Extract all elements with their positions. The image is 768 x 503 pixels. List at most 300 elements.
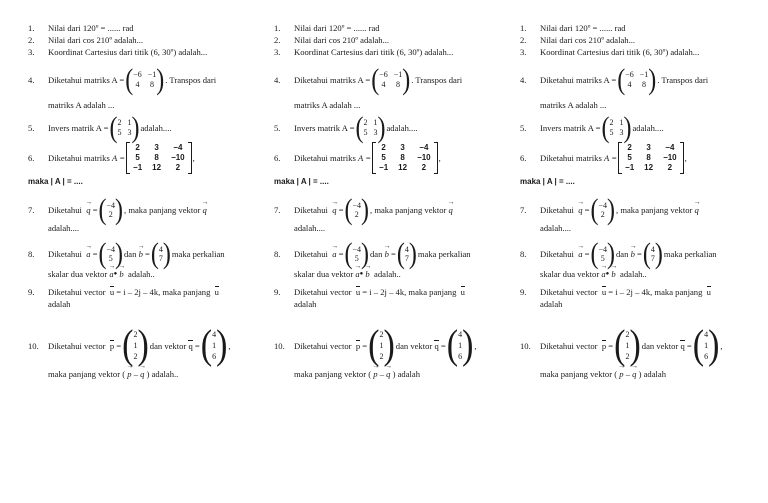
matrix-cell: 5 <box>381 153 386 162</box>
q-number: 4. <box>28 74 35 85</box>
vector-q-symbol: → q <box>332 206 336 215</box>
q7-text: Diketahui <box>48 204 82 215</box>
matrix-cell: 2 <box>381 143 386 152</box>
matrix-cell: −1 <box>625 163 635 172</box>
vector-cell: 2 <box>379 330 384 339</box>
question-10-line2 <box>540 370 666 379</box>
q4-tail: . Transpos dari <box>657 74 709 85</box>
vector-q-symbol: → q <box>140 370 144 379</box>
vector-a-symbol: → a <box>109 270 113 279</box>
matrix-cell: 1 <box>373 118 378 127</box>
paren-left: ( <box>109 111 118 145</box>
paren-right: ) <box>377 111 386 145</box>
bracket-right <box>188 142 192 174</box>
q-number: 7. <box>520 204 527 215</box>
vector-cell: 4 <box>704 330 709 339</box>
column-vector <box>642 237 663 271</box>
paren-right: ) <box>361 193 370 227</box>
matrix-cell: 12 <box>152 163 162 172</box>
q6-text: Diketahui matriks <box>540 152 602 163</box>
vector-a-symbol: → a <box>332 250 336 259</box>
paren-left: ( <box>617 63 626 97</box>
paren-right: ) <box>162 237 171 271</box>
question-9 <box>274 288 465 297</box>
q1-text: Nilai dari 120º = ...... rad <box>48 23 134 33</box>
matrix-cell: 8 <box>400 153 405 162</box>
vector-q-symbol: → q <box>386 370 390 379</box>
paren-left: ( <box>642 237 651 271</box>
vector-cell: 4 <box>158 244 163 254</box>
q-number: 5. <box>274 122 281 133</box>
question-3 <box>274 48 453 57</box>
vector-cell: 6 <box>458 352 463 361</box>
vector-u-symbol: u <box>460 287 465 297</box>
matrix-2x2 <box>109 111 140 145</box>
matrix-cells <box>130 144 188 172</box>
vector-cell: −4 <box>106 200 116 210</box>
vector-cell: 4 <box>404 244 409 254</box>
vector-cell: 6 <box>704 352 709 361</box>
question-3 <box>28 48 207 57</box>
paren-left: ( <box>344 237 353 271</box>
q7-line2: adalah.... <box>294 223 326 233</box>
question-5 <box>28 111 172 145</box>
question-1 <box>274 24 380 33</box>
matrix-cells <box>609 119 623 137</box>
matrix-cell: 2 <box>609 118 614 127</box>
matrix-cell: −10 <box>171 153 185 162</box>
minus: – <box>133 369 138 379</box>
q-number: 3. <box>520 47 527 57</box>
matrix-cell: −1 <box>133 163 143 172</box>
paren-right: ) <box>156 63 165 97</box>
vector-cell: 4 <box>458 330 463 339</box>
paren-right: ) <box>607 193 616 227</box>
q-number: 1. <box>274 23 281 33</box>
comma: , <box>474 340 477 351</box>
matrix-cell: −6 <box>625 70 634 79</box>
vector-p-symbol: → p <box>619 370 623 379</box>
minus: – <box>625 369 630 379</box>
q8-line2a: skalar dua vektor <box>540 269 600 279</box>
matrix-cell: −1 <box>379 163 389 172</box>
vector-cell: −4 <box>352 200 362 210</box>
matrix-cell: 3 <box>400 143 405 152</box>
vector-cell: 2 <box>625 330 630 339</box>
paren-left: ( <box>371 63 380 97</box>
q10-line2a: maka panjang vektor ( <box>294 369 372 379</box>
paren-left: ( <box>446 323 459 368</box>
paren-left: ( <box>98 193 107 227</box>
vector-cell: 1 <box>458 341 463 350</box>
vector-cell: 2 <box>133 330 138 339</box>
q6-text: Diketahui matriks <box>48 152 110 163</box>
q3-text: Koordinat Cartesius dari titik (6, 30º) adalah... <box>294 47 454 57</box>
question-4 <box>28 63 217 97</box>
matrix-cell: 3 <box>154 143 159 152</box>
q10-dan: dan vektor <box>641 340 679 351</box>
q5-text: Invers matrik A = <box>294 122 355 133</box>
matrix-cell: −1 <box>639 70 649 79</box>
vector-cell: −4 <box>598 244 607 254</box>
q10-line2b: ) adalah.. <box>146 369 179 379</box>
q-number: 1. <box>520 23 527 33</box>
vector-q-symbol: q <box>188 340 193 351</box>
question-6-line2 <box>28 178 83 186</box>
question-8-line2 <box>294 270 401 279</box>
question-10-line2 <box>48 370 178 379</box>
q8-tail: maka perkalian <box>663 248 717 259</box>
q-number: 8. <box>520 248 527 259</box>
q8-text: Diketahui <box>540 248 574 259</box>
paren-right: ) <box>623 111 632 145</box>
q7-tail: , maka panjang vektor <box>370 204 447 215</box>
column-vector <box>150 237 171 271</box>
matrix-cells <box>622 144 680 172</box>
q2-text: Nilai dari cos 210º adalah... <box>48 35 144 45</box>
q8-line2b: adalah.. <box>128 269 155 279</box>
matrix-3x3 <box>372 142 438 174</box>
equals: = <box>584 204 590 215</box>
paren-left: ( <box>122 323 134 368</box>
matrix-cells <box>133 71 156 89</box>
matrix-cells <box>625 71 648 89</box>
q-number: 3. <box>274 47 281 57</box>
q10-text: Diketahui vector <box>540 340 598 351</box>
vector-u-symbol: u <box>109 287 115 297</box>
matrix-cell: 3 <box>127 128 132 137</box>
paren-right: ) <box>383 323 395 368</box>
q-number: 9. <box>520 287 527 297</box>
vector-cells <box>106 246 115 263</box>
matrix-cell: −1 <box>147 70 157 79</box>
paren-right: ) <box>648 63 657 97</box>
q10-line2a: maka panjang vektor ( <box>48 369 126 379</box>
matrix-cell: −4 <box>665 143 675 152</box>
column-vector <box>692 323 723 368</box>
q4-line2: matriks A adalah ... <box>294 100 361 110</box>
question-1 <box>520 24 626 33</box>
dot-operator: ● <box>605 271 610 278</box>
question-8: 8. Diketahui → a = ( −4 5 ) dan → b = ( 4 7 ) maka perkalian <box>520 242 717 266</box>
q6-line2: maka | A | = .... <box>28 177 83 186</box>
paren-left: ( <box>125 63 134 97</box>
matrix-cell: 8 <box>154 153 159 162</box>
vector-cells <box>599 202 608 219</box>
matrix-cell: −10 <box>417 153 431 162</box>
matrix-cell: 12 <box>398 163 408 172</box>
q5-text: Invers matrik A = <box>540 122 601 133</box>
column-vector <box>614 323 641 368</box>
question-6 <box>274 142 441 174</box>
vector-cells <box>352 246 361 263</box>
paren-right: ) <box>402 63 411 97</box>
question-9 <box>520 288 711 297</box>
q-number: 7. <box>28 204 35 215</box>
dot-operator: ● <box>113 271 118 278</box>
paren-right: ) <box>708 323 720 368</box>
matrix-cell: 5 <box>135 153 140 162</box>
vector-cell: 4 <box>650 244 655 254</box>
vector-cells <box>107 202 116 219</box>
q9-text: Diketahui vector <box>48 287 106 297</box>
comma: , <box>438 152 441 163</box>
q6-line2: maka | A | = .... <box>274 177 329 186</box>
paren-right: ) <box>115 193 124 227</box>
paren-left: ( <box>355 111 364 145</box>
question-8: 8. Diketahui → a = ( −4 5 ) dan → b = ( 4 7 ) maka perkalian <box>274 242 471 266</box>
vector-p-symbol: p <box>355 340 361 351</box>
column-vector <box>590 193 616 227</box>
q-number: 9. <box>28 287 35 297</box>
q-number: 4. <box>520 74 527 85</box>
question-10: 10. Diketahui vector p = ( 2 1 2 ) dan vektor q = ( 4 1 6 ) , <box>520 323 723 368</box>
vector-q-symbol: → q <box>695 206 699 215</box>
q4-tail: . Transpos dari <box>165 74 217 85</box>
q8-dan: dan <box>616 248 629 259</box>
question-8: 8. Diketahui → a = ( −4 5 ) dan → b = ( 4 7 ) maka perkalian <box>28 242 225 266</box>
q5-tail: adalah.... <box>386 122 418 133</box>
matrix-cell: 5 <box>117 128 122 137</box>
vector-q-symbol: → q <box>632 370 636 379</box>
vector-cell: 2 <box>133 352 138 361</box>
column-vector <box>200 323 231 368</box>
q7-line2: adalah.... <box>48 223 80 233</box>
q9-eq: = i – 2j – 4k, maka panjang <box>608 287 703 297</box>
vector-cell: 2 <box>625 352 630 361</box>
matrix-cell: 8 <box>641 80 646 89</box>
paren-left: ( <box>692 323 705 368</box>
question-4-line2 <box>48 101 114 110</box>
matrix-cell: 2 <box>667 163 673 172</box>
column-vector <box>122 323 149 368</box>
q5-text: Invers matrik A = <box>48 122 109 133</box>
q6-text: Diketahui matriks <box>294 152 356 163</box>
question-7 <box>520 193 699 227</box>
q10-line2a: maka panjang vektor ( <box>540 369 618 379</box>
matrix-cell: −10 <box>663 153 677 162</box>
matrix-2x2 <box>355 111 386 145</box>
question-5 <box>520 111 664 145</box>
q9-line2: adalah <box>540 299 563 309</box>
q-number: 4. <box>274 74 281 85</box>
q10-text: Diketahui vector <box>48 340 106 351</box>
question-1 <box>28 24 134 33</box>
q1-text: Nilai dari 120º = ...... rad <box>294 23 380 33</box>
matrix-cell: 3 <box>619 128 624 137</box>
bracket-right <box>434 142 438 174</box>
q-number: 6. <box>28 152 35 163</box>
q8-line2b: adalah.. <box>620 269 647 279</box>
matrix-cell: 8 <box>149 80 154 89</box>
q9-eq: = i – 2j – 4k, maka panjang <box>362 287 457 297</box>
question-2 <box>28 36 143 45</box>
column-vector <box>396 237 417 271</box>
q2-text: Nilai dari cos 210º adalah... <box>540 35 636 45</box>
question-3 <box>520 48 699 57</box>
vector-cell: 5 <box>354 253 359 263</box>
q8-tail: maka perkalian <box>171 248 225 259</box>
question-10: 10. Diketahui vector p = ( 2 1 2 ) dan vektor q = ( 4 1 6 ) , <box>28 323 231 368</box>
q-number: 2. <box>274 35 281 45</box>
question-9-line2 <box>48 300 70 309</box>
q7-text: Diketahui <box>294 204 328 215</box>
matrix-cell: −6 <box>379 70 388 79</box>
question-9 <box>28 288 219 297</box>
question-7 <box>274 193 453 227</box>
matrix-cells <box>379 71 402 89</box>
vector-q-symbol: → q <box>449 206 453 215</box>
q9-line2: adalah <box>48 299 71 309</box>
q8-line2a: skalar dua vektor <box>48 269 108 279</box>
vector-u-symbol: u <box>601 287 607 297</box>
q9-eq: = i – 2j – 4k, maka panjang <box>116 287 211 297</box>
q5-tail: adalah.... <box>632 122 664 133</box>
q10-line2b: ) adalah <box>392 369 421 379</box>
column-vector <box>344 193 370 227</box>
q-number: 8. <box>274 248 281 259</box>
vector-cell: 1 <box>625 341 630 350</box>
vector-p-symbol: → p <box>373 370 377 379</box>
vector-cell: −4 <box>106 244 115 254</box>
q-number: 9. <box>274 287 281 297</box>
q10-line2b: ) adalah <box>638 369 667 379</box>
paren-left: ( <box>396 237 405 271</box>
vector-b-symbol: → b <box>139 250 143 259</box>
paren-right: ) <box>131 111 140 145</box>
q10-dan: dan vektor <box>395 340 433 351</box>
question-9-line2 <box>540 300 562 309</box>
vector-cell: 2 <box>600 209 605 219</box>
question-10-line2 <box>294 370 420 379</box>
q7-tail: , maka panjang vektor <box>616 204 693 215</box>
paren-right: ) <box>607 237 615 271</box>
comma: , <box>228 340 231 351</box>
question-7-line2 <box>294 224 325 233</box>
column-vector <box>98 193 124 227</box>
q6-line2: maka | A | = .... <box>520 177 575 186</box>
q9-text: Diketahui vector <box>540 287 598 297</box>
matrix-cell: 4 <box>135 80 140 89</box>
vector-q-symbol: → q <box>86 206 90 215</box>
q6-a-eq: A = <box>357 152 372 163</box>
matrix-2x2 <box>617 63 657 97</box>
matrix-cell: 8 <box>646 153 651 162</box>
matrix-cell: −6 <box>133 70 142 79</box>
question-10: 10. Diketahui vector p = ( 2 1 2 ) dan vektor q = ( 4 1 6 ) , <box>274 323 477 368</box>
q2-text: Nilai dari cos 210º adalah... <box>294 35 390 45</box>
vector-cell: 1 <box>133 341 138 350</box>
matrix-cell: 3 <box>373 128 378 137</box>
paren-right: ) <box>462 323 474 368</box>
vector-cell: 1 <box>704 341 709 350</box>
matrix-cell: 2 <box>627 143 632 152</box>
q4-text: Diketahui matriks A = <box>540 74 617 85</box>
matrix-3x3 <box>126 142 192 174</box>
q-number: 6. <box>274 152 281 163</box>
vector-cell: 4 <box>212 330 217 339</box>
q10-text: Diketahui vector <box>294 340 352 351</box>
paren-right: ) <box>408 237 417 271</box>
column-vector <box>368 323 395 368</box>
matrix-cell: −4 <box>419 143 429 152</box>
bracket-right <box>680 142 684 174</box>
question-8-line2 <box>48 270 155 279</box>
q3-text: Koordinat Cartesius dari titik (6, 30º) adalah... <box>48 47 208 57</box>
question-6-line2 <box>520 178 575 186</box>
paren-right: ) <box>137 323 149 368</box>
matrix-2x2 <box>601 111 632 145</box>
q8-line2b: adalah.. <box>374 269 401 279</box>
q-number: 5. <box>520 122 527 133</box>
paren-left: ( <box>590 237 599 271</box>
vector-p-symbol: p <box>601 340 607 351</box>
vector-u-symbol: u <box>706 287 711 297</box>
vector-cells <box>598 246 607 263</box>
matrix-cell: 2 <box>175 163 181 172</box>
comma: , <box>684 152 687 163</box>
paren-left: ( <box>614 323 626 368</box>
question-6 <box>520 142 687 174</box>
matrix-cells <box>363 119 377 137</box>
matrix-cell: 3 <box>646 143 651 152</box>
paren-left: ( <box>344 193 353 227</box>
vector-u-symbol: u <box>355 287 361 297</box>
vector-cell: 5 <box>600 253 605 263</box>
q9-text: Diketahui vector <box>294 287 352 297</box>
paren-left: ( <box>601 111 610 145</box>
q8-dan: dan <box>124 248 137 259</box>
q-number: 10. <box>274 340 285 351</box>
question-7-line2 <box>540 224 571 233</box>
vector-b-symbol: → b <box>365 270 369 279</box>
vector-p-symbol: p <box>109 340 115 351</box>
q-number: 2. <box>520 35 527 45</box>
vector-cell: 1 <box>379 341 384 350</box>
q8-tail: maka perkalian <box>417 248 471 259</box>
matrix-cell: 5 <box>363 128 368 137</box>
vector-a-symbol: → a <box>355 270 359 279</box>
matrix-cell: 2 <box>363 118 368 127</box>
vector-b-symbol: → b <box>631 250 635 259</box>
q5-tail: adalah.... <box>140 122 172 133</box>
vector-cell: 2 <box>379 352 384 361</box>
q-number: 2. <box>28 35 35 45</box>
matrix-2x2 <box>125 63 165 97</box>
q4-line2: matriks A adalah ... <box>540 100 607 110</box>
vector-cell: 1 <box>212 341 217 350</box>
q1-text: Nilai dari 120º = ...... rad <box>540 23 626 33</box>
question-7-line2 <box>48 224 79 233</box>
matrix-cell: 8 <box>395 80 400 89</box>
comma: , <box>720 340 723 351</box>
matrix-cell: 12 <box>644 163 654 172</box>
vector-cell: 6 <box>212 352 217 361</box>
matrix-cell: 5 <box>627 153 632 162</box>
matrix-cell: 5 <box>609 128 614 137</box>
paren-right: ) <box>115 237 123 271</box>
q8-line2a: skalar dua vektor <box>294 269 354 279</box>
dot-operator: ● <box>359 271 364 278</box>
q7-line2: adalah.... <box>540 223 572 233</box>
paren-right: ) <box>216 323 228 368</box>
q4-line2: matriks A adalah ... <box>48 100 115 110</box>
vector-q-symbol: q <box>680 340 685 351</box>
vector-q-symbol: → q <box>578 206 582 215</box>
paren-right: ) <box>629 323 641 368</box>
matrix-2x2 <box>371 63 411 97</box>
comma: , <box>192 152 195 163</box>
